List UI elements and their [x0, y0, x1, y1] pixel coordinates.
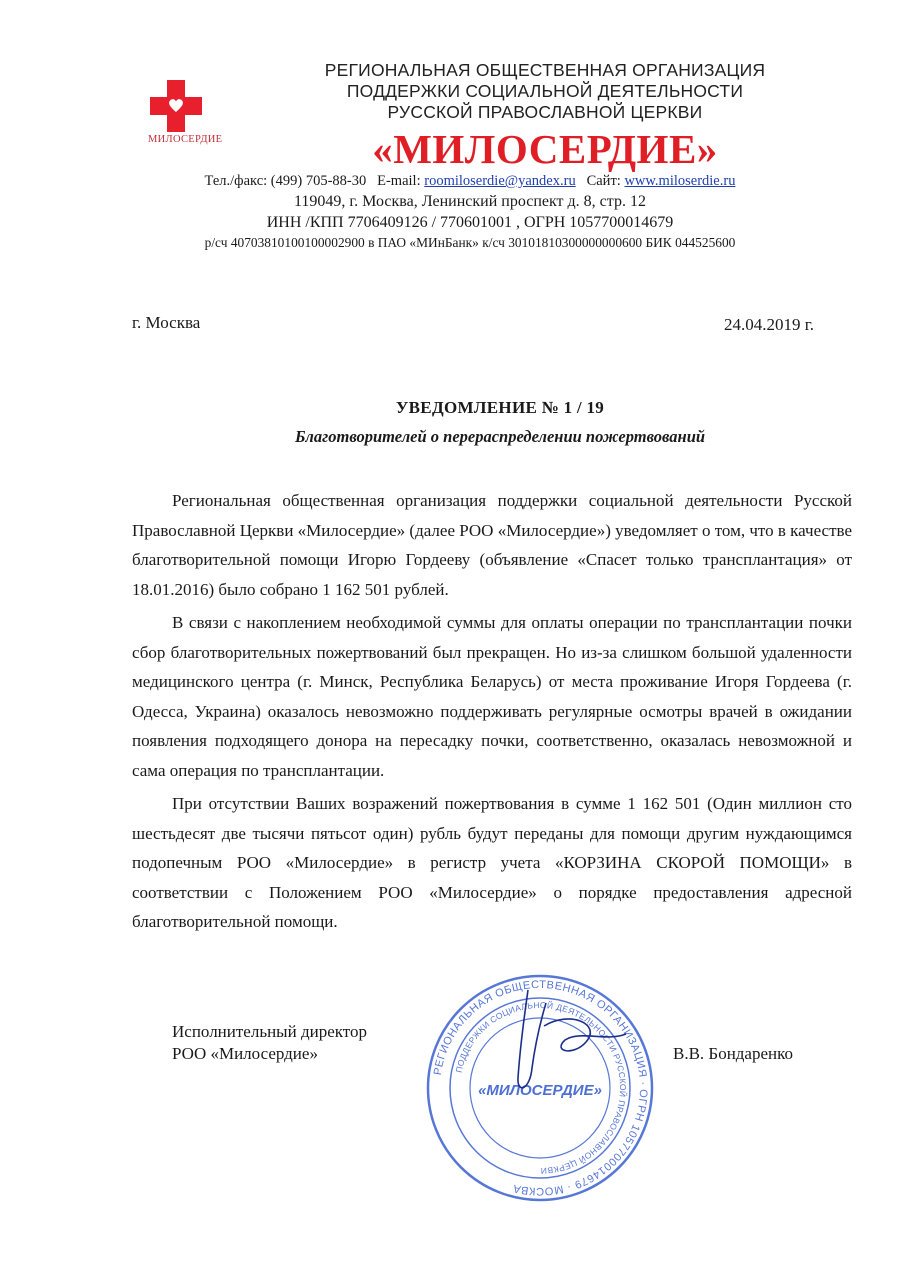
stamp-inner-text: ПОДДЕРЖКИ СОЦИАЛЬНОЙ ДЕЯТЕЛЬНОСТИ РУССКОЙ ПРАВОСЛАВНОЙ ЦЕРКВИ — [453, 999, 629, 1177]
ids-line: ИНН /КПП 7706409126 / 770601001 , ОГРН 1057700014679 — [266, 214, 674, 231]
signatory-name: В.В. Бондаренко — [673, 1044, 794, 1063]
city-text: г. Москва — [132, 313, 201, 332]
bank-line: р/сч 40703810100100002900 в ПАО «МИнБанк» к/сч 30101810300000000600 БИК 044525600 — [204, 235, 736, 250]
stamp-center-text: «МИЛОСЕРДИЕ» — [478, 1082, 602, 1099]
org-line-3: РУССКОЙ ПРАВОСЛАВНОЙ ЦЕРКВИ — [387, 102, 703, 122]
org-line-1: РЕГИОНАЛЬНАЯ ОБЩЕСТВЕННАЯ ОРГАНИЗАЦИЯ — [324, 60, 766, 80]
body-paragraph-2: В связи с накоплением необходимой суммы для оплаты операции по трансплантации почки сбор благотворительных пожертвований был прекращен. Но из-за слишком большой удаленности медицинского центра (г. Минск, Республика Беларусь) от места проживание Игоря Гордеева (г. Одесса, Украина) оказалось невозможно поддерживать регулярные осмотры врачей в ожидании появления подходящего донора на пересадку почки, соответственно, оказалась невозможной и сама операция по трансплантации. — [132, 613, 852, 780]
letter-body — [132, 486, 852, 941]
org-stamp — [420, 968, 660, 1208]
position-line-1: Исполнительный директор — [172, 1022, 367, 1041]
heart-icon — [167, 95, 185, 115]
org-header — [300, 60, 790, 173]
site-label: Сайт: — [586, 173, 621, 189]
date-text: 24.04.2019 г. — [724, 315, 815, 334]
logo-caption: МИЛОСЕРДИЕ — [148, 134, 223, 145]
body-paragraph-3: При отсутствии Ваших возражений пожертвования в сумме 1 162 501 (Один миллион сто шестьдесят две тысячи пятьсот один) рубль будут переданы для помощи другим нуждающимся подопечным РОО «Милосердие» в регистр учета «КОРЗИНА СКОРОЙ ПОМОЩИ» в соответствии с Положением РОО «Милосердие» о порядке предоставления адресной благотворительной помощи. — [132, 794, 852, 931]
stamp-outer-text: РЕГИОНАЛЬНАЯ ОБЩЕСТВЕННАЯ ОРГАНИЗАЦИЯ · ОГРН 1057700014679 · МОСКВА — [431, 978, 650, 1198]
position-line-2: РОО «Милосердие» — [172, 1044, 318, 1063]
email-label: E-mail: — [377, 173, 421, 189]
body-paragraph-1: Региональная общественная организация поддержки социальной деятельности Русской Православной Церкви «Милосердие» (далее РОО «Милосердие») уведомляет о том, что в качестве благотворительной помощи Игорю Гордееву (объявление «Спасет только трансплантация» от 18.01.2016) было собрано 1 162 501 рублей. — [132, 491, 852, 599]
signatory-position — [172, 1021, 367, 1065]
org-name: «МИЛОСЕРДИЕ» — [372, 126, 718, 172]
red-cross-icon — [150, 80, 202, 132]
email-link[interactable]: roomiloserdie@yandex.ru — [424, 173, 576, 189]
notice-title: УВЕДОМЛЕНИЕ № 1 / 19 — [395, 398, 605, 417]
phone-text: Тел./факс: (499) 705-88-30 — [204, 173, 367, 189]
org-line-2: ПОДДЕРЖКИ СОЦИАЛЬНОЙ ДЕЯТЕЛЬНОСТИ — [346, 81, 744, 101]
org-logo — [148, 80, 224, 145]
contact-line — [150, 172, 790, 191]
notice-subtitle: Благотворителей о перераспределении пожертвований — [294, 427, 706, 446]
address-line: 119049, г. Москва, Ленинский проспект д. 8, стр. 12 — [294, 193, 646, 210]
site-link[interactable]: www.miloserdie.ru — [624, 173, 736, 189]
contacts-block — [150, 172, 790, 252]
